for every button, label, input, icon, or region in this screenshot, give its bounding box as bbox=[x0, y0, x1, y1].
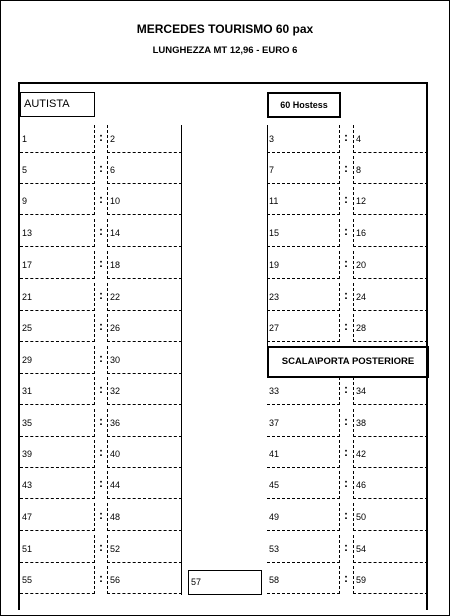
seat-34[interactable] bbox=[353, 377, 428, 405]
seat-number: 11 bbox=[269, 195, 279, 206]
seat-54[interactable] bbox=[353, 535, 428, 563]
seat-number: 9 bbox=[22, 195, 28, 206]
seat-number: 34 bbox=[356, 385, 367, 396]
seat-number: 35 bbox=[22, 417, 33, 428]
seat-number: 30 bbox=[110, 354, 121, 365]
seat-number: 20 bbox=[356, 259, 367, 270]
seat-10[interactable] bbox=[107, 187, 182, 215]
seat-46[interactable] bbox=[353, 471, 428, 499]
seat-58[interactable] bbox=[267, 566, 340, 594]
hostess-seat[interactable] bbox=[267, 92, 341, 118]
seat-31[interactable] bbox=[20, 377, 95, 405]
seat-15[interactable] bbox=[267, 219, 340, 247]
seat-number: 15 bbox=[269, 227, 280, 238]
seat-number: 57 bbox=[191, 577, 202, 587]
seat-number: 21 bbox=[22, 291, 33, 302]
seat-divider: : bbox=[99, 161, 103, 175]
seat-number: 55 bbox=[22, 574, 33, 585]
seat-number: 51 bbox=[22, 543, 33, 554]
driver-label: AUTISTA bbox=[24, 98, 70, 110]
seat-number: 26 bbox=[110, 322, 121, 333]
seat-53[interactable] bbox=[267, 535, 340, 563]
seat-7[interactable] bbox=[267, 156, 340, 184]
seat-6[interactable] bbox=[107, 156, 182, 184]
seat-13[interactable] bbox=[20, 219, 95, 247]
seat-number: 24 bbox=[356, 291, 367, 302]
seat-number: 18 bbox=[110, 259, 121, 270]
left-block-edge bbox=[181, 125, 182, 595]
seat-9[interactable] bbox=[20, 187, 95, 215]
seat-21[interactable] bbox=[20, 283, 95, 311]
seat-14[interactable] bbox=[107, 219, 182, 247]
seat-divider: : bbox=[99, 130, 103, 144]
seat-35[interactable] bbox=[20, 409, 95, 437]
seat-27[interactable] bbox=[267, 314, 340, 342]
right-block-edge bbox=[267, 125, 268, 346]
seat-number: 7 bbox=[269, 164, 275, 175]
seat-number: 53 bbox=[269, 543, 280, 554]
seat-1[interactable] bbox=[20, 125, 95, 153]
seat-56[interactable] bbox=[107, 566, 182, 594]
seat-55[interactable] bbox=[20, 566, 95, 594]
seat-number: 56 bbox=[110, 574, 121, 585]
page-title: MERCEDES TOURISMO 60 pax bbox=[136, 22, 314, 36]
seat-divider: : bbox=[99, 224, 103, 238]
seat-number: 48 bbox=[110, 511, 121, 522]
seat-divider: : bbox=[344, 256, 348, 270]
seat-22[interactable] bbox=[107, 283, 182, 311]
seat-divider: : bbox=[99, 508, 103, 522]
seat-number: 58 bbox=[269, 574, 280, 585]
seat-42[interactable] bbox=[353, 440, 428, 468]
seat-number: 28 bbox=[356, 322, 367, 333]
seat-30[interactable] bbox=[107, 346, 182, 374]
seat-17[interactable] bbox=[20, 251, 95, 279]
seat-number: 14 bbox=[110, 227, 121, 238]
seat-44[interactable] bbox=[107, 471, 182, 499]
seat-59[interactable] bbox=[353, 566, 428, 594]
seat-number: 22 bbox=[110, 291, 121, 302]
seat-16[interactable] bbox=[353, 219, 428, 247]
seat-number: 45 bbox=[269, 479, 280, 490]
seat-number: 13 bbox=[22, 227, 33, 238]
seat-divider: : bbox=[99, 192, 103, 206]
seat-number: 59 bbox=[356, 574, 367, 585]
seat-number: 44 bbox=[110, 479, 121, 490]
hostess-label: 60 Hostess bbox=[280, 99, 328, 110]
seat-divider: : bbox=[344, 571, 348, 585]
seat-25[interactable] bbox=[20, 314, 95, 342]
seat-divider: : bbox=[99, 540, 103, 554]
seat-number: 8 bbox=[356, 164, 362, 175]
seat-divider: : bbox=[99, 414, 103, 428]
seat-number: 2 bbox=[110, 133, 116, 144]
seat-divider: : bbox=[344, 319, 348, 333]
seat-11[interactable] bbox=[267, 187, 340, 215]
seat-57[interactable] bbox=[188, 570, 262, 595]
seat-number: 32 bbox=[110, 385, 121, 396]
seat-20[interactable] bbox=[353, 251, 428, 279]
seat-45[interactable] bbox=[267, 471, 340, 499]
seat-12[interactable] bbox=[353, 187, 428, 215]
seat-24[interactable] bbox=[353, 283, 428, 311]
seat-divider: : bbox=[344, 161, 348, 175]
stairs-label: SCALA\PORTA POSTERIORE bbox=[281, 356, 415, 368]
seat-number: 31 bbox=[22, 385, 33, 396]
seat-number: 25 bbox=[22, 322, 33, 333]
seat-3[interactable] bbox=[267, 125, 340, 153]
seat-divider: : bbox=[99, 445, 103, 459]
seat-number: 12 bbox=[356, 195, 367, 206]
seat-number: 29 bbox=[22, 354, 33, 365]
seat-number: 40 bbox=[110, 448, 121, 459]
seat-33[interactable] bbox=[267, 377, 340, 405]
seat-divider: : bbox=[99, 319, 103, 333]
seat-38[interactable] bbox=[353, 409, 428, 437]
seat-50[interactable] bbox=[353, 503, 428, 531]
seat-number: 19 bbox=[269, 259, 280, 270]
seat-number: 23 bbox=[269, 291, 280, 302]
seat-number: 6 bbox=[110, 164, 116, 175]
seat-2[interactable] bbox=[107, 125, 182, 153]
seat-52[interactable] bbox=[107, 535, 182, 563]
seat-41[interactable] bbox=[267, 440, 340, 468]
seat-number: 16 bbox=[356, 227, 367, 238]
seat-19[interactable] bbox=[267, 251, 340, 279]
seat-29[interactable] bbox=[20, 346, 95, 374]
seat-divider: : bbox=[344, 288, 348, 302]
seat-number: 49 bbox=[269, 511, 280, 522]
seat-divider: : bbox=[344, 540, 348, 554]
seat-37[interactable] bbox=[267, 409, 340, 437]
seat-number: 3 bbox=[269, 133, 275, 144]
seat-18[interactable] bbox=[107, 251, 182, 279]
seat-divider: : bbox=[344, 508, 348, 522]
seat-number: 46 bbox=[356, 479, 367, 490]
seat-40[interactable] bbox=[107, 440, 182, 468]
seat-divider: : bbox=[344, 445, 348, 459]
seat-divider: : bbox=[344, 476, 348, 490]
seat-4[interactable] bbox=[353, 125, 428, 153]
seat-number: 10 bbox=[110, 195, 121, 206]
seat-number: 4 bbox=[356, 133, 362, 144]
seat-divider: : bbox=[99, 351, 103, 365]
seat-number: 52 bbox=[110, 543, 121, 554]
seat-number: 38 bbox=[356, 417, 367, 428]
seat-number: 50 bbox=[356, 511, 367, 522]
seat-number: 43 bbox=[22, 479, 33, 490]
seat-23[interactable] bbox=[267, 283, 340, 311]
seat-number: 5 bbox=[22, 164, 28, 175]
seat-26[interactable] bbox=[107, 314, 182, 342]
seat-divider: : bbox=[344, 130, 348, 144]
seat-number: 47 bbox=[22, 511, 33, 522]
page-subtitle: LUNGHEZZA MT 12,96 - EURO 6 bbox=[152, 45, 298, 56]
seat-divider: : bbox=[99, 256, 103, 270]
seat-number: 54 bbox=[356, 543, 367, 554]
seat-43[interactable] bbox=[20, 471, 95, 499]
seat-49[interactable] bbox=[267, 503, 340, 531]
seat-48[interactable] bbox=[107, 503, 182, 531]
seat-number: 17 bbox=[22, 259, 33, 270]
seat-number: 27 bbox=[269, 322, 280, 333]
seat-number: 37 bbox=[269, 417, 280, 428]
seat-8[interactable] bbox=[353, 156, 428, 184]
seat-number: 42 bbox=[356, 448, 367, 459]
seat-51[interactable] bbox=[20, 535, 95, 563]
seat-number: 41 bbox=[269, 448, 280, 459]
seat-number: 39 bbox=[22, 448, 33, 459]
seat-5[interactable] bbox=[20, 156, 95, 184]
seat-divider: : bbox=[344, 414, 348, 428]
seat-28[interactable] bbox=[353, 314, 428, 342]
seat-number: 36 bbox=[110, 417, 121, 428]
seat-number: 1 bbox=[22, 133, 28, 144]
seat-number: 33 bbox=[269, 385, 280, 396]
seat-divider: : bbox=[99, 288, 103, 302]
seat-divider: : bbox=[99, 382, 103, 396]
seat-divider: : bbox=[344, 224, 348, 238]
seat-divider: : bbox=[344, 382, 348, 396]
rear-door-stairs bbox=[267, 346, 429, 378]
seat-divider: : bbox=[344, 192, 348, 206]
seat-39[interactable] bbox=[20, 440, 95, 468]
seat-divider: : bbox=[99, 571, 103, 585]
seat-36[interactable] bbox=[107, 409, 182, 437]
seat-divider: : bbox=[99, 476, 103, 490]
seat-32[interactable] bbox=[107, 377, 182, 405]
driver-seat[interactable] bbox=[20, 92, 95, 117]
seat-47[interactable] bbox=[20, 503, 95, 531]
